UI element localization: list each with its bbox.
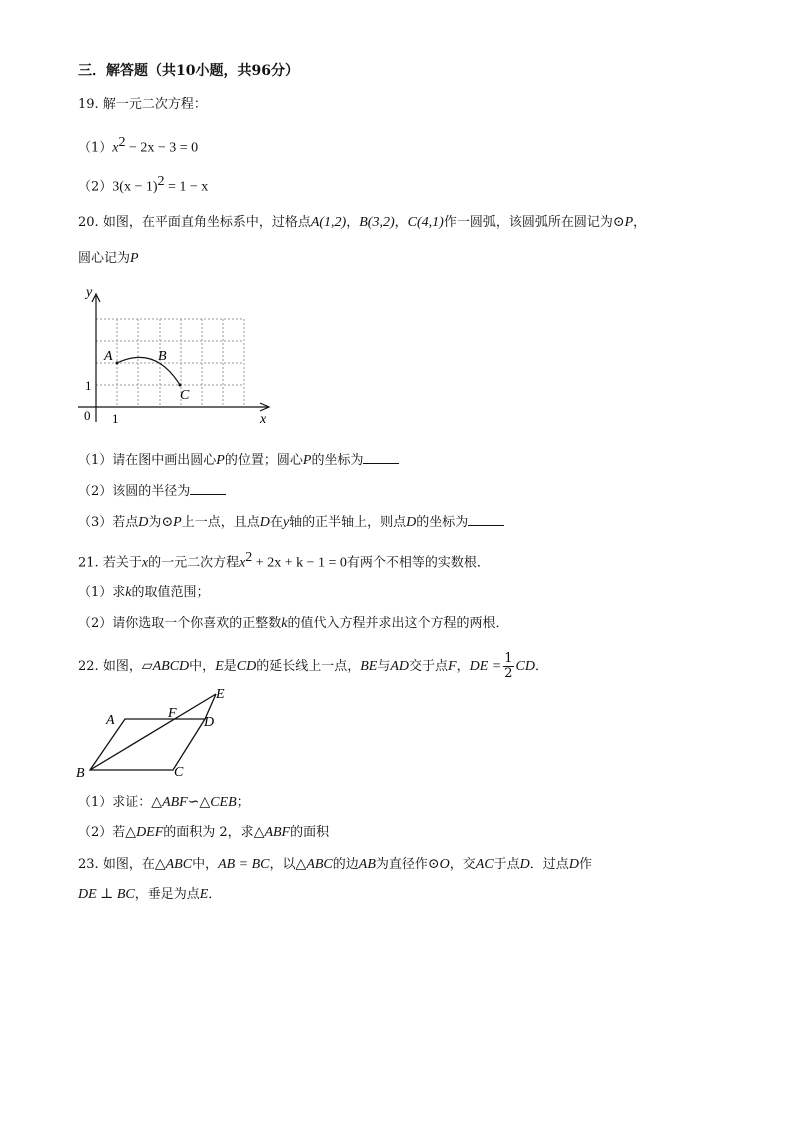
part-tag: （2） [78, 616, 113, 631]
y-tick-label: 1 [85, 378, 92, 393]
part-text: 若 [112, 825, 126, 840]
similarity-statement: △ABF∽△CEB [151, 795, 237, 810]
part-text: 上一点，且点 [181, 515, 260, 530]
question-text: 是 [223, 659, 237, 674]
vertex-b-label: B [76, 766, 85, 781]
point-a-coord: A(1,2) [310, 215, 347, 230]
question-20-part-1 [78, 451, 399, 470]
segment-ad: AD [390, 659, 410, 674]
question-text: 中， [189, 659, 216, 674]
part-tag: （1） [78, 453, 113, 468]
vertex-c-label: C [174, 765, 184, 780]
part-tag: （3） [78, 515, 113, 530]
triangle-abc: △ABC [295, 857, 333, 872]
question-text: ，交 [449, 857, 476, 872]
question-number: 23. [78, 857, 99, 872]
point-b-coord: B(3,2) [359, 215, 395, 230]
vertex-e-label: E [216, 687, 225, 702]
point-e: E [215, 659, 224, 674]
question-22-part-1 [78, 794, 250, 812]
answer-blank[interactable] [468, 513, 504, 526]
math-var: x [112, 140, 119, 156]
question-21-part-1 [78, 584, 210, 602]
math-var: x [141, 555, 149, 571]
question-text: 圆心记为 [78, 251, 131, 266]
question-23-stem-cont [78, 886, 221, 904]
part-tag: （2） [78, 179, 113, 195]
part-tag: （2） [78, 484, 113, 499]
fraction-numerator: 1 [504, 651, 513, 666]
point-e: E [199, 887, 209, 902]
part-text: ； [236, 795, 250, 810]
math-expression: = 1 − x [164, 179, 209, 195]
point-c-label: C [180, 388, 190, 403]
origin-label: 0 [84, 408, 91, 423]
question-text: 解一元二次方程： [102, 97, 207, 112]
part-text: 请在图中画出圆心 [112, 453, 217, 468]
question-text: 于点 [493, 857, 520, 872]
part-text: 请你选取一个你喜欢的正整数 [112, 616, 282, 631]
part-text: 的面积为 2，求 [163, 825, 254, 840]
math-expression: DE ⊥ BC [78, 887, 135, 902]
answer-blank[interactable] [190, 482, 226, 495]
punctuation: ． [534, 659, 548, 674]
question-number: 21. [78, 555, 99, 571]
question-23-stem [78, 856, 592, 874]
question-text: 交于点 [409, 659, 449, 674]
question-text: 与 [377, 659, 391, 674]
point-p: P [302, 453, 312, 468]
question-19-part-1 [78, 134, 198, 157]
vertex-f-label: F [168, 706, 177, 721]
math-expression: AB = BC [218, 857, 270, 872]
math-exponent: 2 [157, 174, 165, 189]
question-text: 有两个不相等的实数根． [346, 555, 490, 571]
segment-ac: AC [475, 857, 494, 872]
question-text: ．过点 [529, 857, 569, 872]
point-p: P [216, 453, 225, 468]
question-20-stem: 20. 如图，在平面直角坐标系中，过格点A(1,2)，B(3,2)，C(4,1)作一圆弧，该圆弧所在圆记为⊙P， [78, 215, 647, 230]
part-text: 的坐标为 [416, 515, 469, 530]
math-var: k [125, 585, 132, 600]
question-text: ，以 [269, 857, 296, 872]
question-19-stem [78, 96, 207, 114]
segment-ab: AB [358, 857, 376, 872]
part-tag: （1） [78, 140, 113, 156]
coordinate-grid-figure [70, 282, 285, 427]
point-d: D [568, 857, 579, 872]
triangle-abc: △ABC [154, 857, 193, 872]
question-text: ，垂足为点 [134, 887, 200, 902]
segment-be: BE [360, 659, 378, 674]
math-exponent: 2 [245, 550, 253, 565]
fraction-denominator: 2 [504, 666, 513, 681]
part-text: 的坐标为 [311, 453, 364, 468]
point-d: D [259, 515, 270, 530]
circle-symbol: ⊙O [427, 857, 450, 872]
part-text: 的面积 [290, 825, 330, 840]
math-var: x [239, 555, 246, 571]
triangle-def: △DEF [125, 825, 164, 840]
question-text: 如图，在平面直角坐标系中，过格点 [102, 215, 311, 230]
question-number: 22. [78, 659, 99, 674]
point-f: F [448, 659, 457, 674]
question-22-part-2 [78, 824, 329, 842]
part-text: 的值代入方程并求出这个方程的两根． [287, 616, 509, 631]
question-text: 作 [578, 857, 592, 872]
part-text: 该圆的半径为 [112, 484, 191, 499]
segment-cd: CD [515, 659, 535, 674]
segment-cd: CD [236, 659, 257, 674]
fraction [503, 652, 513, 681]
axis-y: y [282, 515, 290, 530]
point-c-coord: C(4,1) [407, 215, 444, 230]
part-text: 若点 [112, 515, 139, 530]
question-text: 如图， [102, 659, 142, 674]
vertex-d-label: D [204, 715, 215, 730]
question-22-stem: 22. 如图，▱ABCD中，E是CD的延长线上一点，BE与AD交于点F，DE = $\frac{1}{2}$ CD． [78, 651, 548, 681]
math-expression: + 2x + k − 1 = 0 [252, 555, 347, 571]
question-21-stem [78, 549, 490, 572]
question-text: 作一圆弧，该圆弧所在圆记为 [443, 215, 613, 230]
part-text: 的取值范围； [131, 585, 210, 600]
question-text: 的边 [332, 857, 359, 872]
part-text: 轴的正半轴上，则点 [289, 515, 407, 530]
point-c-dot [179, 384, 182, 387]
circle-symbol: ⊙P [612, 215, 634, 230]
part-tag: （1） [78, 585, 113, 600]
question-text: 的延长线上一点， [256, 659, 361, 674]
question-text: 的一元二次方程 [148, 555, 240, 571]
circle-symbol: ⊙P [161, 515, 182, 530]
section-heading: 三．解答题（共10小题，共96分） [78, 63, 299, 79]
point-d: D [519, 857, 530, 872]
x-axis-label: x [260, 412, 267, 427]
math-expression: − 2x − 3 = 0 [125, 140, 199, 156]
question-number: 19. [78, 97, 99, 112]
point-a-label: A [104, 349, 113, 364]
part-text: 求证： [112, 795, 152, 810]
point-p: P [130, 251, 139, 266]
part-text: 为 [148, 515, 162, 530]
point-d: D [406, 515, 417, 530]
point-a-dot [116, 362, 119, 365]
parallelogram-symbol: ▱ABCD [141, 659, 190, 674]
question-number: 20. [78, 215, 99, 230]
math-exponent: 2 [118, 135, 126, 150]
y-axis-label: y [86, 285, 93, 300]
question-21-part-2 [78, 615, 509, 633]
part-text: 在 [269, 515, 283, 530]
part-tag: （1） [78, 795, 113, 810]
point-b-label: B [158, 349, 167, 364]
question-text: 若关于 [102, 555, 142, 571]
punctuation: ． [208, 887, 222, 902]
x-tick-label: 1 [112, 411, 119, 426]
question-19-part-2 [78, 173, 208, 196]
parallelogram-figure [70, 684, 240, 784]
question-text: 中， [192, 857, 219, 872]
part-text: 求 [112, 585, 126, 600]
arc-abc [117, 357, 180, 385]
math-expression: DE = [469, 659, 502, 674]
question-text: 如图，在 [102, 857, 155, 872]
part-text: 的位置；圆心 [224, 453, 303, 468]
math-expression: 3(x − 1) [112, 179, 158, 195]
question-20-stem-cont [78, 250, 139, 268]
part-tag: （2） [78, 825, 113, 840]
triangle-abf: △ABF [253, 825, 291, 840]
math-var: k [281, 616, 288, 631]
point-d: D [138, 515, 149, 530]
question-20-part-2 [78, 482, 226, 501]
vertex-a-label: A [106, 713, 115, 728]
answer-blank[interactable] [363, 451, 399, 464]
question-text: 为直径作 [375, 857, 428, 872]
question-20-part-3 [78, 513, 504, 532]
